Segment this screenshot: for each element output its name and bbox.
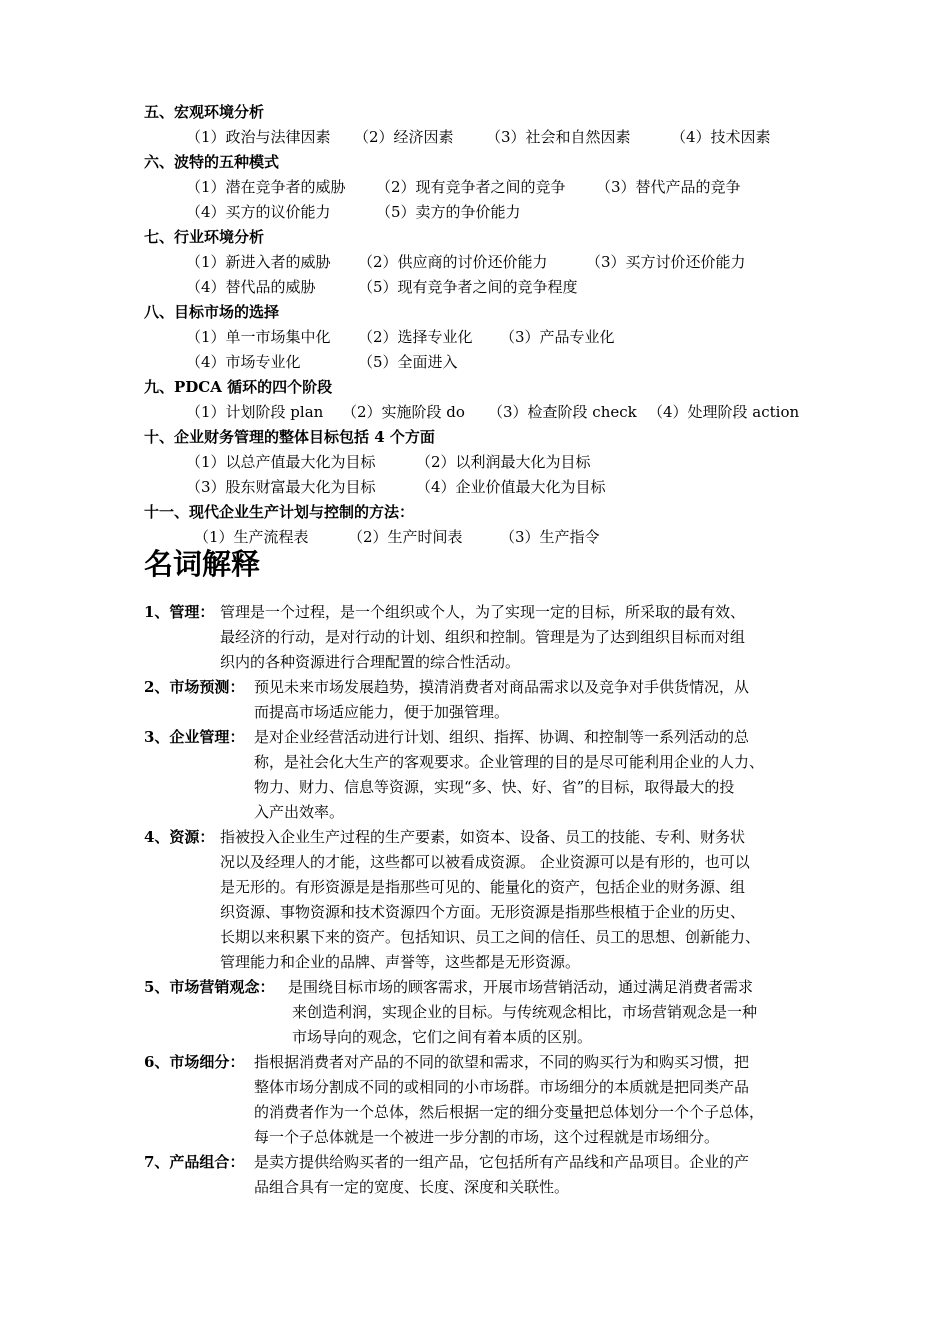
term-text-line: 物力、财力、信息等资源，实现“多、快、好、省”的目标，取得最大的投 [254, 778, 735, 796]
list-item: （1）计划阶段 plan [186, 403, 324, 421]
term-text-line: 市场导向的观念，它们之间有着本质的区别。 [292, 1028, 593, 1046]
list-item: （3）替代产品的竞争 [596, 178, 741, 196]
glossary-title: 名词解释 [144, 547, 261, 581]
term-text-line: 预见未来市场发展趋势，摸清消费者对商品需求以及竞争对手供货情况，从 [254, 678, 750, 696]
list-item: （5）全面进入 [358, 353, 458, 371]
term-text-line: 指根据消费者对产品的不同的欲望和需求，不同的购买行为和购买习惯，把 [254, 1053, 750, 1071]
list-item: （1）政治与法律因素 [186, 128, 331, 146]
list-item: （2）经济因素 [354, 128, 454, 146]
list-item: （2）以利润最大化为目标 [416, 453, 591, 471]
list-item: （3）股东财富最大化为目标 [186, 478, 376, 496]
term-text-line: 织内的各种资源进行合理配置的综合性活动。 [220, 653, 521, 671]
term-text-line: 来创造利润，实现企业的目标。与传统观念相比，市场营销观念是一种 [292, 1003, 758, 1021]
term-text-line: 是卖方提供给购买者的一组产品，它包括所有产品线和产品项目。企业的产 [254, 1153, 750, 1171]
term-text-line: 而提高市场适应能力，便于加强管理。 [254, 703, 510, 721]
term-text-line: 品组合具有一定的宽度、长度、深度和关联性。 [254, 1178, 570, 1196]
list-item: （3）社会和自然因素 [486, 128, 631, 146]
term-text-line: 长期以来积累下来的资产。包括知识、员工之间的信任、员工的思想、创新能力、 [220, 928, 761, 946]
term-label: 5、市场营销观念： [144, 978, 275, 996]
term-text-line: 入产出效率。 [254, 803, 345, 821]
list-item: （4）替代品的威胁 [186, 278, 316, 296]
term-text-line: 最经济的行动，是对行动的计划、组织和控制。管理是为了达到组织目标而对组 [220, 628, 746, 646]
list-item: （3）检查阶段 check [488, 403, 637, 421]
list-item: （2）实施阶段 do [342, 403, 465, 421]
list-item: （1）生产流程表 [194, 528, 309, 546]
list-item: （2）选择专业化 [358, 328, 473, 346]
term-text-line: 整体市场分割成不同的或相同的小市场群。市场细分的本质就是把同类产品 [254, 1078, 750, 1096]
term-text-line: 称，是社会化大生产的客观要求。企业管理的目的是尽可能利用企业的人力、 [254, 753, 765, 771]
term-label: 6、市场细分： [144, 1053, 245, 1071]
term-text-line: 是围绕目标市场的顾客需求，开展市场营销活动，通过满足消费者需求 [288, 978, 754, 996]
term-text-line: 管理是一个过程，是一个组织或个人，为了实现一定的目标，所采取的最有效、 [220, 603, 746, 621]
term-text-line: 织资源、事物资源和技术资源四个方面。无形资源是指那些根植于企业的历史、 [220, 903, 746, 921]
list-item: （3）生产指令 [500, 528, 600, 546]
list-item: （5）现有竞争者之间的竞争程度 [358, 278, 578, 296]
section-heading-7: 七、行业环境分析 [144, 228, 265, 246]
list-item: （4）技术因素 [671, 128, 771, 146]
term-text-line: 的消费者作为一个总体，然后根据一定的细分变量把总体划分一个个子总体， [254, 1103, 765, 1121]
list-item: （1）新进入者的威胁 [186, 253, 331, 271]
list-item: （4）处理阶段 action [648, 403, 800, 421]
section-heading-10: 十、企业财务管理的整体目标包括 4 个方面 [144, 428, 435, 446]
list-item: （1）单一市场集中化 [186, 328, 331, 346]
list-item: （3）买方讨价还价能力 [586, 253, 746, 271]
list-item: （3）产品专业化 [500, 328, 615, 346]
section-heading-8: 八、目标市场的选择 [144, 303, 280, 321]
term-label: 3、企业管理： [144, 728, 245, 746]
term-text-line: 指被投入企业生产过程的生产要素，如资本、设备、员工的技能、专利、财务状 [220, 828, 746, 846]
list-item: （2）供应商的讨价还价能力 [358, 253, 548, 271]
term-label: 4、资源： [144, 828, 215, 846]
section-heading-6: 六、波特的五种模式 [144, 153, 280, 171]
term-text-line: 每一个子总体就是一个被进一步分割的市场，这个过程就是市场细分。 [254, 1128, 720, 1146]
list-item: （4）买方的议价能力 [186, 203, 331, 221]
term-label: 7、产品组合： [144, 1153, 245, 1171]
term-text-line: 是无形的。有形资源是是指那些可见的、能量化的资产，包括企业的财务源、组 [220, 878, 746, 896]
list-item: （1）以总产值最大化为目标 [186, 453, 376, 471]
list-item: （5）卖方的争价能力 [376, 203, 521, 221]
section-heading-5: 五、宏观环境分析 [144, 103, 265, 121]
term-label: 1、管理： [144, 603, 215, 621]
list-item: （1）潜在竞争者的威胁 [186, 178, 346, 196]
term-text-line: 是对企业经营活动进行计划、组织、指挥、协调、和控制等一系列活动的总 [254, 728, 750, 746]
list-item: （2）生产时间表 [348, 528, 463, 546]
term-text-line: 管理能力和企业的品牌、声誉等，这些都是无形资源。 [220, 953, 581, 971]
list-item: （2）现有竞争者之间的竞争 [376, 178, 566, 196]
term-label: 2、市场预测： [144, 678, 245, 696]
section-heading-9: 九、PDCA 循环的四个阶段 [144, 378, 333, 396]
section-heading-11: 十一、现代企业生产计划与控制的方法： [144, 503, 415, 521]
list-item: （4）企业价值最大化为目标 [416, 478, 606, 496]
list-item: （4）市场专业化 [186, 353, 301, 371]
term-text-line: 况以及经理人的才能，这些都可以被看成资源。 企业资源可以是有形的，也可以 [220, 853, 750, 871]
